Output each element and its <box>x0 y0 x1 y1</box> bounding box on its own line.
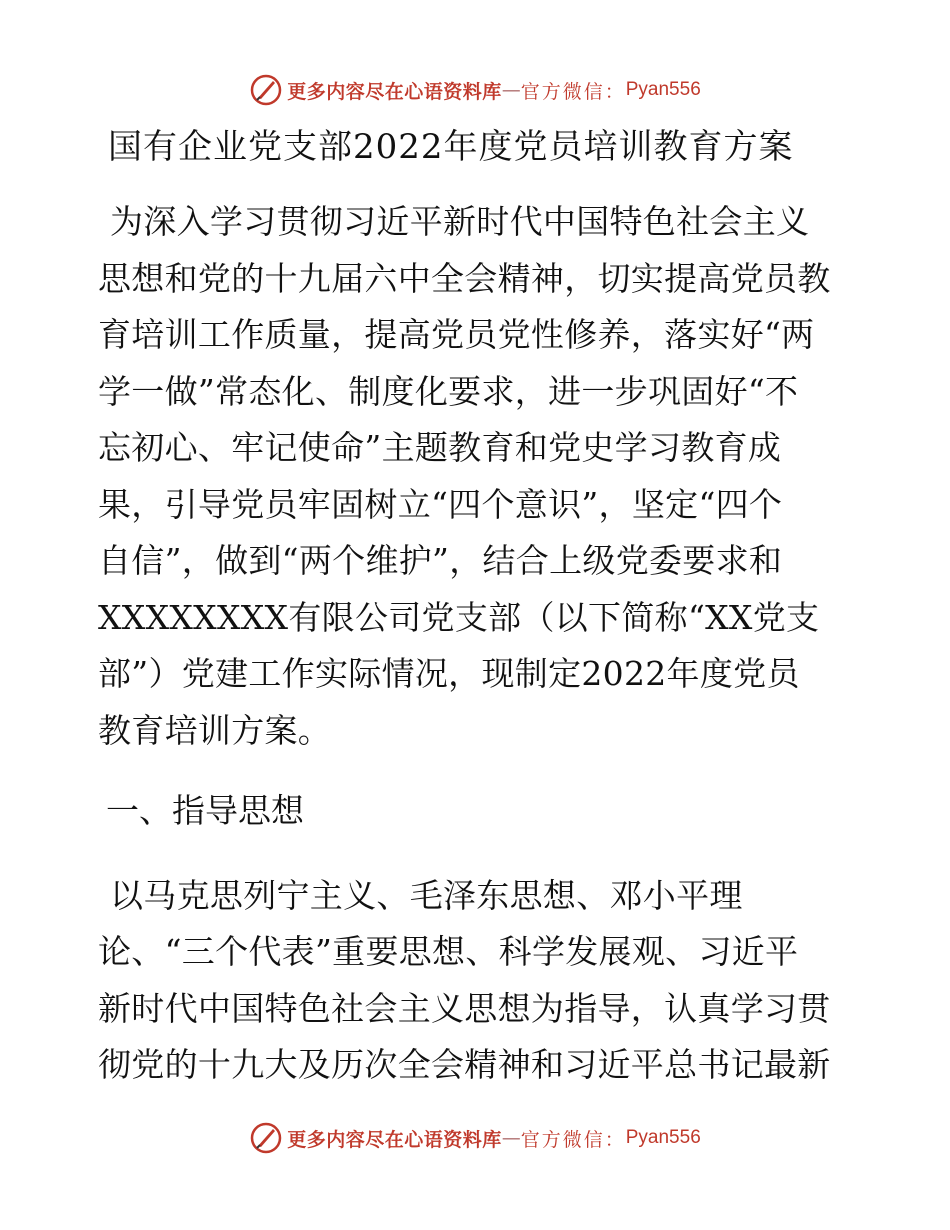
text-line: 部”）党建工作实际情况，现制定2022年度党员 <box>98 654 800 693</box>
text-line: 思想和党的十九届六中全会精神，切实提高党员教 <box>98 258 831 298</box>
text-line: 果，引导党员牢固树立“四个意识”，坚定“四个 <box>98 484 783 524</box>
text-line: 忘初心、牢记使命”主题教育和党史学习教育成 <box>98 428 782 467</box>
banner-wechat-label: 官方微信： <box>520 80 626 103</box>
banner-library-text: 更多内容尽在心语资料库 <box>287 1128 502 1151</box>
document-title: 国有企业党支部2022年度党员培训教育方案 <box>108 127 794 167</box>
banner-dash: — <box>501 79 521 101</box>
paragraph-intro <box>98 194 858 759</box>
paragraph-guiding-ideology <box>98 868 858 1094</box>
section-heading-guiding-ideology: 一、指导思想 <box>106 791 304 830</box>
text-line: 育培训工作质量，提高党员党性修养，落实好“两 <box>98 315 815 354</box>
text-line: 以马克思列宁主义、毛泽东思想、邓小平理 <box>110 875 743 915</box>
banner-wechat-id: Pyan556 <box>625 1127 701 1148</box>
banner-library-text: 更多内容尽在心语资料库 <box>287 80 502 103</box>
document-body <box>98 122 858 1094</box>
quill-logo-icon <box>249 73 283 107</box>
banner-wechat-id: Pyan556 <box>625 79 701 100</box>
banner-wechat-label: 官方微信： <box>520 1128 626 1151</box>
text-line: 自信”，做到“两个维护”，结合上级党委要求和 <box>98 541 783 580</box>
quill-logo-icon <box>249 1121 283 1155</box>
text-line: 为深入学习贯彻习近平新时代中国特色社会主义 <box>110 202 810 241</box>
text-line: 论、“三个代表”重要思想、科学发展观、习近平 <box>98 932 799 971</box>
text-line: 学一做”常态化、制度化要求，进一步巩固好“不 <box>98 371 799 411</box>
watermark-banner-bottom <box>0 1118 950 1158</box>
text-line: 教育培训方案。 <box>98 710 332 750</box>
text-line: XXXXXXXX有限公司党支部（以下简称“XX党支 <box>98 597 820 637</box>
text-line: 新时代中国特色社会主义思想为指导，认真学习贯 <box>98 988 831 1028</box>
watermark-banner-top <box>0 70 950 110</box>
banner-dash: — <box>501 1127 521 1149</box>
text-line: 彻党的十九大及历次全会精神和习近平总书记最新 <box>98 1045 831 1084</box>
